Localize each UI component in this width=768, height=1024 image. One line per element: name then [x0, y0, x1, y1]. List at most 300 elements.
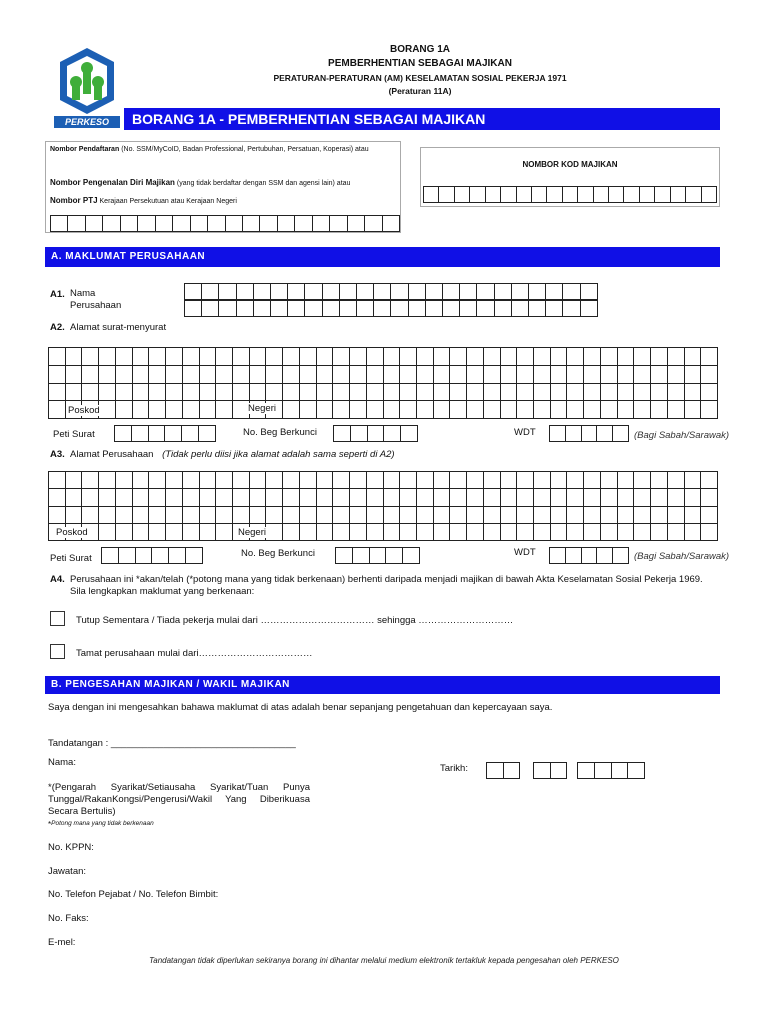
input-cell[interactable] — [133, 472, 150, 489]
input-cell[interactable] — [584, 348, 601, 366]
input-cell[interactable] — [702, 186, 717, 203]
input-cell[interactable] — [417, 366, 434, 384]
input-cell[interactable] — [367, 472, 384, 489]
input-cell[interactable] — [426, 300, 443, 317]
input-cell[interactable] — [484, 384, 501, 402]
input-cell[interactable] — [517, 489, 534, 506]
input-cell[interactable] — [202, 283, 219, 300]
input-cell[interactable] — [266, 524, 283, 541]
input-cell[interactable] — [450, 366, 467, 384]
input-cell[interactable] — [450, 524, 467, 541]
input-cell[interactable] — [584, 472, 601, 489]
temporary-closure-checkbox[interactable] — [50, 611, 65, 626]
input-cell[interactable] — [82, 348, 99, 366]
employer-code-grid[interactable] — [423, 186, 717, 203]
input-cell[interactable] — [549, 547, 566, 564]
input-cell[interactable] — [121, 215, 138, 232]
input-cell[interactable] — [417, 472, 434, 489]
input-cell[interactable] — [567, 384, 584, 402]
input-cell[interactable] — [348, 215, 365, 232]
input-cell[interactable] — [49, 348, 66, 366]
input-cell[interactable] — [601, 489, 618, 506]
input-cell[interactable] — [567, 366, 584, 384]
input-cell[interactable] — [333, 401, 350, 419]
input-cell[interactable] — [271, 283, 288, 300]
input-cell[interactable] — [149, 524, 166, 541]
input-cell[interactable] — [400, 507, 417, 524]
input-cell[interactable] — [551, 472, 568, 489]
input-cell[interactable] — [186, 547, 203, 564]
input-cell[interactable] — [184, 283, 202, 300]
input-cell[interactable] — [426, 283, 443, 300]
input-cell[interactable] — [584, 401, 601, 419]
input-cell[interactable] — [200, 366, 217, 384]
input-cell[interactable] — [517, 348, 534, 366]
input-cell[interactable] — [584, 366, 601, 384]
input-cell[interactable] — [484, 507, 501, 524]
input-cell[interactable] — [216, 384, 233, 402]
input-cell[interactable] — [417, 489, 434, 506]
input-cell[interactable] — [618, 472, 635, 489]
input-cell[interactable] — [283, 401, 300, 419]
input-cell[interactable] — [266, 507, 283, 524]
input-cell[interactable] — [668, 507, 685, 524]
input-cell[interactable] — [200, 401, 217, 419]
input-cell[interactable] — [149, 366, 166, 384]
input-cell[interactable] — [613, 425, 629, 442]
input-cell[interactable] — [173, 215, 190, 232]
input-cell[interactable] — [501, 472, 518, 489]
input-cell[interactable] — [685, 472, 702, 489]
input-cell[interactable] — [250, 366, 267, 384]
input-cell[interactable] — [133, 384, 150, 402]
input-cell[interactable] — [547, 186, 562, 203]
input-cell[interactable] — [386, 547, 403, 564]
input-cell[interactable] — [409, 300, 426, 317]
input-cell[interactable] — [367, 489, 384, 506]
input-cell[interactable] — [202, 300, 219, 317]
input-cell[interactable] — [82, 366, 99, 384]
input-cell[interactable] — [283, 524, 300, 541]
input-cell[interactable] — [233, 507, 250, 524]
input-cell[interactable] — [66, 348, 83, 366]
input-cell[interactable] — [534, 401, 551, 419]
business-end-checkbox[interactable] — [50, 644, 65, 659]
input-cell[interactable] — [634, 524, 651, 541]
input-cell[interactable] — [594, 186, 609, 203]
input-cell[interactable] — [517, 366, 534, 384]
input-cell[interactable] — [300, 489, 317, 506]
input-cell[interactable] — [166, 472, 183, 489]
input-cell[interactable] — [685, 507, 702, 524]
input-cell[interactable] — [597, 547, 613, 564]
input-cell[interactable] — [567, 524, 584, 541]
input-cell[interactable] — [581, 300, 598, 317]
input-cell[interactable] — [486, 762, 504, 779]
input-cell[interactable] — [254, 283, 271, 300]
input-cell[interactable] — [138, 215, 155, 232]
input-cell[interactable] — [501, 348, 518, 366]
input-cell[interactable] — [417, 524, 434, 541]
input-cell[interactable] — [640, 186, 655, 203]
input-cell[interactable] — [237, 283, 254, 300]
input-cell[interactable] — [333, 507, 350, 524]
input-cell[interactable] — [651, 384, 668, 402]
input-cell[interactable] — [701, 401, 718, 419]
input-cell[interactable] — [165, 425, 182, 442]
input-cell[interactable] — [546, 300, 563, 317]
input-cell[interactable] — [233, 472, 250, 489]
input-cell[interactable] — [601, 401, 618, 419]
input-cell[interactable] — [350, 524, 367, 541]
input-cell[interactable] — [384, 489, 401, 506]
input-cell[interactable] — [551, 489, 568, 506]
input-cell[interactable] — [132, 425, 149, 442]
input-cell[interactable] — [613, 547, 629, 564]
input-cell[interactable] — [216, 489, 233, 506]
input-cell[interactable] — [501, 507, 518, 524]
input-cell[interactable] — [116, 366, 133, 384]
input-cell[interactable] — [350, 348, 367, 366]
input-cell[interactable] — [219, 283, 236, 300]
input-cell[interactable] — [357, 283, 374, 300]
input-cell[interactable] — [300, 366, 317, 384]
input-cell[interactable] — [99, 384, 116, 402]
input-cell[interactable] — [50, 215, 68, 232]
input-cell[interactable] — [237, 300, 254, 317]
input-cell[interactable] — [191, 215, 208, 232]
input-cell[interactable] — [551, 348, 568, 366]
input-cell[interactable] — [484, 348, 501, 366]
input-cell[interactable] — [517, 186, 532, 203]
input-cell[interactable] — [601, 366, 618, 384]
input-cell[interactable] — [450, 401, 467, 419]
input-cell[interactable] — [149, 401, 166, 419]
input-cell[interactable] — [512, 300, 529, 317]
input-cell[interactable] — [317, 384, 334, 402]
input-cell[interactable] — [216, 524, 233, 541]
input-cell[interactable] — [283, 472, 300, 489]
input-cell[interactable] — [266, 384, 283, 402]
input-cell[interactable] — [533, 762, 551, 779]
input-cell[interactable] — [501, 366, 518, 384]
input-cell[interactable] — [317, 524, 334, 541]
input-cell[interactable] — [551, 384, 568, 402]
input-cell[interactable] — [517, 401, 534, 419]
input-cell[interactable] — [183, 366, 200, 384]
input-cell[interactable] — [668, 524, 685, 541]
input-cell[interactable] — [400, 472, 417, 489]
input-cell[interactable] — [166, 384, 183, 402]
input-cell[interactable] — [484, 524, 501, 541]
input-cell[interactable] — [216, 507, 233, 524]
input-cell[interactable] — [136, 547, 153, 564]
input-cell[interactable] — [250, 348, 267, 366]
input-cell[interactable] — [357, 300, 374, 317]
input-cell[interactable] — [655, 186, 670, 203]
input-cell[interactable] — [116, 507, 133, 524]
input-cell[interactable] — [567, 472, 584, 489]
input-cell[interactable] — [501, 524, 518, 541]
input-cell[interactable] — [532, 186, 547, 203]
input-cell[interactable] — [367, 524, 384, 541]
input-cell[interactable] — [517, 384, 534, 402]
input-cell[interactable] — [200, 384, 217, 402]
input-cell[interactable] — [423, 186, 439, 203]
input-cell[interactable] — [434, 472, 451, 489]
input-cell[interactable] — [634, 366, 651, 384]
mailing-address-grid[interactable] — [48, 347, 718, 419]
input-cell[interactable] — [595, 762, 612, 779]
input-cell[interactable] — [219, 300, 236, 317]
company-name-grid[interactable] — [184, 300, 598, 317]
input-cell[interactable] — [300, 384, 317, 402]
input-cell[interactable] — [266, 366, 283, 384]
input-cell[interactable] — [618, 489, 635, 506]
input-cell[interactable] — [116, 524, 133, 541]
input-cell[interactable] — [365, 215, 382, 232]
input-cell[interactable] — [601, 384, 618, 402]
input-cell[interactable] — [403, 547, 420, 564]
input-cell[interactable] — [512, 283, 529, 300]
input-cell[interactable] — [400, 401, 417, 419]
input-cell[interactable] — [368, 425, 385, 442]
input-cell[interactable] — [166, 366, 183, 384]
input-cell[interactable] — [584, 489, 601, 506]
input-cell[interactable] — [101, 547, 119, 564]
input-cell[interactable] — [484, 401, 501, 419]
input-cell[interactable] — [551, 401, 568, 419]
input-cell[interactable] — [400, 384, 417, 402]
input-cell[interactable] — [551, 524, 568, 541]
input-cell[interactable] — [374, 300, 391, 317]
input-cell[interactable] — [549, 425, 566, 442]
input-cell[interactable] — [467, 489, 484, 506]
input-cell[interactable] — [156, 215, 173, 232]
input-cell[interactable] — [601, 524, 618, 541]
input-cell[interactable] — [434, 524, 451, 541]
input-cell[interactable] — [66, 366, 83, 384]
input-cell[interactable] — [612, 762, 629, 779]
input-cell[interactable] — [317, 401, 334, 419]
input-cell[interactable] — [584, 524, 601, 541]
wdt-grid[interactable] — [549, 425, 629, 442]
locked-bag-grid[interactable] — [333, 425, 418, 442]
input-cell[interactable] — [149, 348, 166, 366]
input-cell[interactable] — [567, 348, 584, 366]
input-cell[interactable] — [400, 366, 417, 384]
input-cell[interactable] — [434, 507, 451, 524]
input-cell[interactable] — [566, 425, 582, 442]
input-cell[interactable] — [384, 472, 401, 489]
input-cell[interactable] — [183, 401, 200, 419]
input-cell[interactable] — [417, 401, 434, 419]
input-cell[interactable] — [450, 472, 467, 489]
input-cell[interactable] — [233, 348, 250, 366]
company-name-grid[interactable] — [184, 283, 598, 300]
input-cell[interactable] — [182, 425, 199, 442]
input-cell[interactable] — [226, 215, 243, 232]
input-cell[interactable] — [609, 186, 624, 203]
input-cell[interactable] — [283, 489, 300, 506]
wdt-grid[interactable] — [549, 547, 629, 564]
input-cell[interactable] — [434, 401, 451, 419]
input-cell[interactable] — [384, 524, 401, 541]
input-cell[interactable] — [400, 348, 417, 366]
input-cell[interactable] — [367, 507, 384, 524]
input-cell[interactable] — [82, 507, 99, 524]
input-cell[interactable] — [628, 762, 645, 779]
input-cell[interactable] — [99, 524, 116, 541]
input-cell[interactable] — [455, 186, 470, 203]
input-cell[interactable] — [668, 401, 685, 419]
input-cell[interactable] — [333, 348, 350, 366]
input-cell[interactable] — [133, 507, 150, 524]
input-cell[interactable] — [99, 507, 116, 524]
input-cell[interactable] — [534, 384, 551, 402]
input-cell[interactable] — [367, 384, 384, 402]
input-cell[interactable] — [651, 472, 668, 489]
business-address-grid[interactable] — [48, 471, 718, 541]
input-cell[interactable] — [166, 489, 183, 506]
input-cell[interactable] — [200, 348, 217, 366]
input-cell[interactable] — [233, 366, 250, 384]
input-cell[interactable] — [350, 472, 367, 489]
input-cell[interactable] — [467, 472, 484, 489]
input-cell[interactable] — [401, 425, 418, 442]
input-cell[interactable] — [651, 507, 668, 524]
input-cell[interactable] — [651, 366, 668, 384]
input-cell[interactable] — [166, 348, 183, 366]
input-cell[interactable] — [103, 215, 120, 232]
input-cell[interactable] — [467, 507, 484, 524]
input-cell[interactable] — [116, 401, 133, 419]
input-cell[interactable] — [668, 366, 685, 384]
input-cell[interactable] — [618, 348, 635, 366]
input-cell[interactable] — [216, 401, 233, 419]
input-cell[interactable] — [260, 215, 277, 232]
input-cell[interactable] — [384, 384, 401, 402]
date-month-grid[interactable] — [533, 762, 567, 779]
input-cell[interactable] — [685, 524, 702, 541]
input-cell[interactable] — [577, 762, 595, 779]
input-cell[interactable] — [133, 401, 150, 419]
input-cell[interactable] — [384, 507, 401, 524]
input-cell[interactable] — [330, 215, 347, 232]
input-cell[interactable] — [166, 524, 183, 541]
input-cell[interactable] — [183, 489, 200, 506]
input-cell[interactable] — [49, 507, 66, 524]
input-cell[interactable] — [317, 472, 334, 489]
input-cell[interactable] — [68, 215, 85, 232]
input-cell[interactable] — [501, 401, 518, 419]
input-cell[interactable] — [350, 489, 367, 506]
input-cell[interactable] — [384, 366, 401, 384]
input-cell[interactable] — [333, 524, 350, 541]
input-cell[interactable] — [517, 472, 534, 489]
input-cell[interactable] — [350, 401, 367, 419]
input-cell[interactable] — [350, 384, 367, 402]
input-cell[interactable] — [116, 384, 133, 402]
input-cell[interactable] — [317, 489, 334, 506]
input-cell[interactable] — [685, 384, 702, 402]
input-cell[interactable] — [601, 472, 618, 489]
input-cell[interactable] — [82, 472, 99, 489]
input-cell[interactable] — [66, 472, 83, 489]
input-cell[interactable] — [99, 472, 116, 489]
input-cell[interactable] — [116, 489, 133, 506]
input-cell[interactable] — [501, 489, 518, 506]
input-cell[interactable] — [300, 524, 317, 541]
input-cell[interactable] — [350, 507, 367, 524]
input-cell[interactable] — [578, 186, 593, 203]
input-cell[interactable] — [501, 384, 518, 402]
input-cell[interactable] — [300, 401, 317, 419]
input-cell[interactable] — [133, 366, 150, 384]
input-cell[interactable] — [460, 283, 477, 300]
input-cell[interactable] — [283, 384, 300, 402]
input-cell[interactable] — [409, 283, 426, 300]
input-cell[interactable] — [384, 348, 401, 366]
input-cell[interactable] — [250, 489, 267, 506]
input-cell[interactable] — [49, 384, 66, 402]
input-cell[interactable] — [651, 524, 668, 541]
input-cell[interactable] — [517, 507, 534, 524]
input-cell[interactable] — [417, 384, 434, 402]
input-cell[interactable] — [450, 348, 467, 366]
input-cell[interactable] — [495, 283, 512, 300]
input-cell[interactable] — [374, 283, 391, 300]
input-cell[interactable] — [333, 425, 351, 442]
input-cell[interactable] — [283, 348, 300, 366]
input-cell[interactable] — [686, 186, 701, 203]
input-cell[interactable] — [634, 384, 651, 402]
input-cell[interactable] — [49, 489, 66, 506]
input-cell[interactable] — [671, 186, 686, 203]
input-cell[interactable] — [199, 425, 216, 442]
input-cell[interactable] — [216, 366, 233, 384]
input-cell[interactable] — [333, 384, 350, 402]
input-cell[interactable] — [317, 348, 334, 366]
input-cell[interactable] — [66, 507, 83, 524]
input-cell[interactable] — [184, 300, 202, 317]
input-cell[interactable] — [567, 401, 584, 419]
input-cell[interactable] — [200, 489, 217, 506]
input-cell[interactable] — [551, 507, 568, 524]
input-cell[interactable] — [566, 547, 582, 564]
input-cell[interactable] — [439, 186, 454, 203]
input-cell[interactable] — [351, 425, 368, 442]
input-cell[interactable] — [149, 489, 166, 506]
input-cell[interactable] — [551, 762, 568, 779]
input-cell[interactable] — [116, 472, 133, 489]
input-cell[interactable] — [651, 401, 668, 419]
date-day-grid[interactable] — [486, 762, 520, 779]
input-cell[interactable] — [685, 489, 702, 506]
input-cell[interactable] — [567, 489, 584, 506]
input-cell[interactable] — [651, 489, 668, 506]
input-cell[interactable] — [701, 472, 718, 489]
po-box-grid[interactable] — [114, 425, 216, 442]
input-cell[interactable] — [133, 489, 150, 506]
input-cell[interactable] — [529, 283, 546, 300]
input-cell[interactable] — [152, 547, 169, 564]
input-cell[interactable] — [534, 524, 551, 541]
input-cell[interactable] — [668, 472, 685, 489]
input-cell[interactable] — [701, 348, 718, 366]
input-cell[interactable] — [271, 300, 288, 317]
input-cell[interactable] — [216, 348, 233, 366]
